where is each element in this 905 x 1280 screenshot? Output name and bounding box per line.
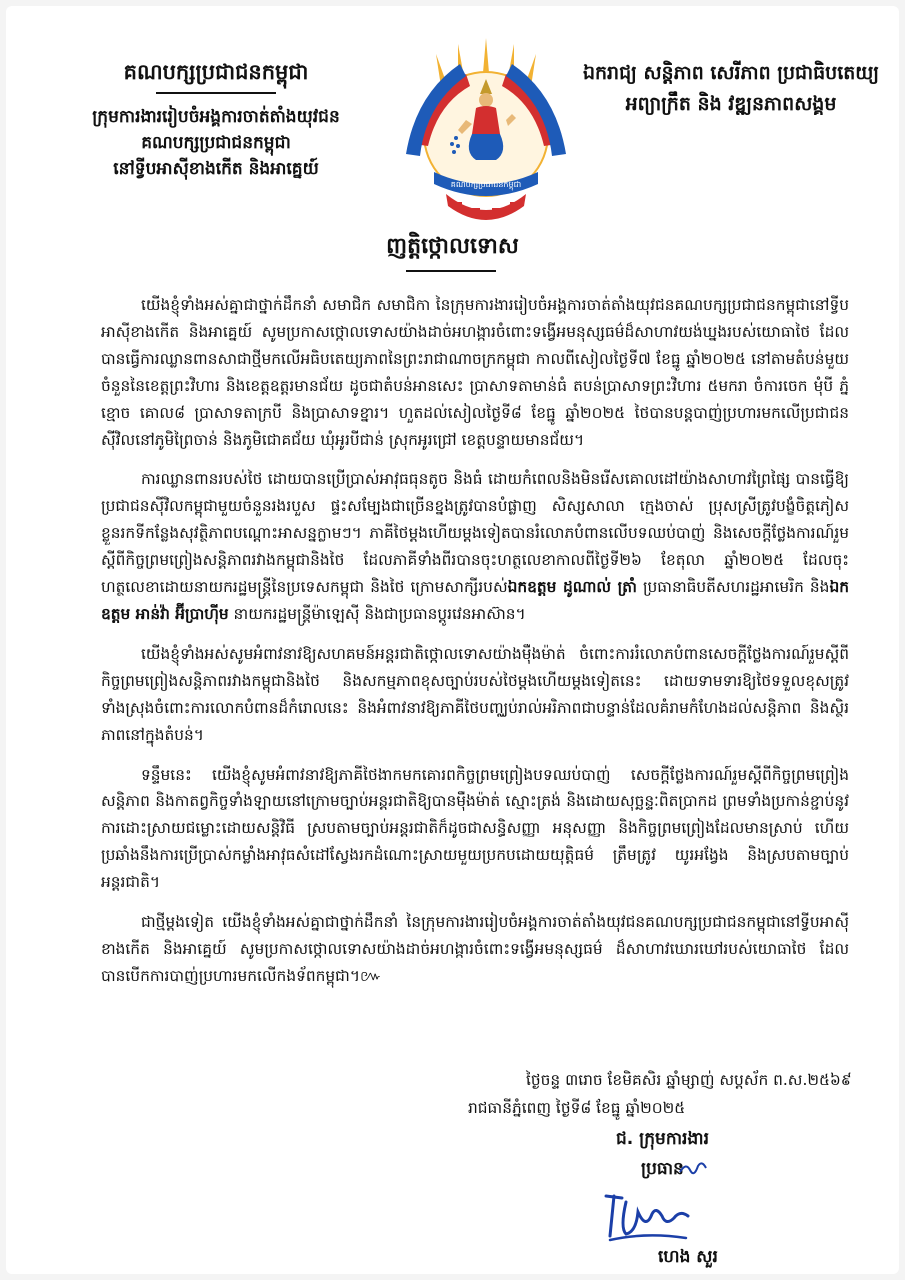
signature-title: ប្រធាន [641, 1159, 684, 1179]
initial-mark-icon [678, 1158, 708, 1180]
national-motto-line-2: អព្យាក្រឹត និង វឌ្ឍនភាពសង្គម [625, 93, 837, 115]
paragraph-2-name-anwar: ឯកឧត្តម អាន់វ៉ា អ៊ីប្រាហ៊ីម [101, 578, 849, 623]
org-line-1: ក្រុមការងាររៀបចំអង្គការចាត់តាំងយុវជន [92, 107, 340, 127]
org-line-2: គណបក្សប្រជាជនកម្ពុជា [141, 133, 291, 153]
document-body [101, 292, 849, 1003]
paragraph-2-name-trump: ឯកឧត្តម ដូណាល់ ត្រាំ [507, 578, 637, 597]
paragraph-2-text-b: ប្រធានាធិបតីសហរដ្ឋអាមេរិក និង [636, 578, 830, 597]
cpp-party-logo [396, 34, 576, 224]
party-name: គណបក្សប្រជាជនកម្ពុជា [123, 60, 309, 84]
paragraph-1: យើងខ្ញុំទាំងអស់គ្នាជាថ្នាក់ដឹកនាំ សមាជិក សមាជិកា នៃក្រុមការងាររៀបចំអង្គការចាត់តាំងយុវជនគណបក្សប្រជាជនកម្ពុជានៅទ្វីបអាស៊ីខាងកើត និងអាគ្នេយ៍ សូមប្រកាសថ្កោលទោសយ៉ាងដាច់អហង្ការចំពោះទង្វើអមនុស្សធម៌ដ៏សាហាវយង់ឃ្នងរបស់យោធាថៃ ដែលបានធ្វើការឈ្លានពានសាជាថ្មីមកលើអធិបតេយ្យភាពនៃព្រះរាជាណាចក្រកម្ពុជា កាលពីសៀលថ្ងៃទី៧ ខែធ្នូ ឆ្នាំ២០២៥ នៅតាមតំបន់មួយចំនួននៃខេត្តព្រះវិហារ និងខេត្តឧត្តរមានជ័យ ដូចជាតំបន់អានសេះ ប្រាសាទតាមាន់ធំ តបន់ប្រាសាទព្រះវិហារ ៥មករា ចំការចេក មុំបី ភ្នំខ្មោច គោល៨ ប្រាសាទតាក្របី និងប្រាសាទខ្នារ។ ហួតដល់សៀលថ្ងៃទី៨ ខែធ្នូ ឆ្នាំ២០២៥ ថៃបានបន្តបាញ់ប្រហារមកលើប្រជាជនស៊ីវិលនៅភូមិព្រៃចាន់ និងភូមិជោគជ័យ ឃុំអូរបីជាន់ ស្រុកអូរជ្រៅ ខេត្តបន្ទាយមានជ័យ។ [101, 296, 849, 449]
paragraph-3: យើងខ្ញុំទាំងអស់សូមអំពាវនាវឱ្យសហគមន៍អន្តរជាតិថ្កោលទោសយ៉ាងម៉ឺងម៉ាត់ ចំពោះការរំលោភបំពានសេចក្តីថ្លែងការណ៍រួមស្តីពីកិច្ចព្រមព្រៀងសន្តិភាពរវាងកម្ពុជានិងថៃ និងសកម្មភាពខុសច្បាប់របស់ថៃម្តងហើយម្តងទៀតនេះ ដោយទាមទារឱ្យថៃទទួលខុសត្រូវទាំងស្រុងចំពោះការលោកបំពានដ៏កំរោលនេះ និងអំពាវនាវឱ្យភាគីថៃបញ្ឈប់រាល់អរិភាពជាបន្ទាន់ដែលគំរាមកំហែងដល់សន្តិភាព និងស្ថិរភាពនៅក្នុងតំបន់។ [101, 644, 849, 744]
title-divider [406, 270, 496, 272]
document-title: ញត្តិថ្កោលទោស [386, 234, 519, 259]
signer-name: ហេង សួរ [658, 1247, 718, 1267]
signature-on-behalf: ជ. ក្រុមការងារ [616, 1129, 709, 1149]
paragraph-2-text-a: ការឈ្លានពានរបស់ថៃ ដោយបានប្រើប្រាស់អាវុធធុនតូច និងធំ ដោយកំពេលនិងមិនរើសគោលដៅយ៉ាងសាហាវព្រៃផ្សៃ បានធ្វើឱ្យប្រជាជនស៊ីវិលកម្ពុជាមួយចំនួនរងរបួស ផ្ទះសម្បែងជាច្រើនខ្នងត្រូវបានបំផ្លាញ សិស្សសាលា ក្មេងចាស់ ប្រុសស្រីត្រូវបង្ខំចិត្តភៀសខ្លួនរកទីកន្លែងសុវត្ថិភាពបណ្តោះអាសន្នក្លាមៗ។ ភាគីថៃម្តងហើយម្តងទៀតបានរំលោភបំពានលើបទឈប់បាញ់ និងសេចក្តីថ្លែងការណ៍រួមស្តីពីកិច្ចព្រមព្រៀងសន្តិភាពរវាងកម្ពុជានិងថៃ ដែលភាគីទាំងពីរបានចុះហត្ថលេខាកាលពីថ្ងៃទី២៦ ខែតុលា ឆ្នាំ២០២៥ ដែលចុះហត្ថលេខាដោយនាយករដ្ឋមន្រ្តីនៃប្រទេសកម្ពុជា និងថៃ ក្រោមសាក្សីរបស់ [101, 470, 849, 597]
paragraph-4: ទន្ទឹមនេះ យើងខ្ញុំសូមអំពាវនាវឱ្យភាគីថៃងាកមកគោរពកិច្ចព្រមព្រៀងបទឈប់បាញ់ សេចក្តីថ្លែងការណ៍រួមស្តីពីកិច្ចព្រមព្រៀងសន្តិភាព និងកាតព្វកិច្ចទាំងឡាយនៅក្រោមច្បាប់អន្តរជាតិឱ្យបានម៉ឺងម៉ាត់ ស្មោះត្រង់ និងដោយសុច្ឆន្ទៈពិតប្រាកដ ព្រមទាំងប្រកាន់ខ្ជាប់នូវការដោះស្រាយជម្លោះដោយសន្តិវិធី ស្របតាមច្បាប់អន្តរជាតិក៏ដូចជាសន្ធិសញ្ញា អនុសញ្ញា និងកិច្ចព្រមព្រៀងដែលមានស្រាប់ ហើយប្រឆាំងនឹងការប្រើប្រាស់កម្លាំងអាវុធសំដៅស្វែងរកដំណោះស្រាយមួយប្រកបដោយយុត្តិធម៌ ត្រឹមត្រូវ យូរអង្វែង និងស្របតាមច្បាប់អន្តរជាតិ។ [101, 765, 849, 892]
handwritten-signature [596, 1188, 696, 1248]
national-motto-line-1: ឯករាជ្យ សន្តិភាព សេរីភាព ប្រជាធិបតេយ្យ [582, 62, 880, 84]
paragraph-2-text-c: នាយករដ្ឋមន្រ្តីម៉ាឡេស៊ី និងជាប្រធានប្តូរវេនអាស៊ាន។ [228, 604, 526, 623]
logo-gear [446, 194, 526, 220]
header-right [566, 58, 896, 120]
header-divider [156, 92, 276, 94]
org-line-3: នៅទ្វីបអាស៊ីខាងកើត និងអាគ្នេយ៍ [113, 159, 319, 179]
paragraph-2 [101, 466, 849, 627]
header-left [46, 58, 386, 182]
solar-date: រាជធានីភ្នំពេញ ថ្ងៃទី៨ ខែធ្នូ ឆ្នាំ២០២៥ [468, 1099, 686, 1117]
paragraph-5: ជាថ្មីម្តងទៀត យើងខ្ញុំទាំងអស់គ្នាជាថ្នាក់ដឹកនាំ នៃក្រុមការងាររៀបចំអង្គការចាត់តាំងយុវជនគណបក្សប្រជាជនកម្ពុជានៅទ្វីបអាស៊ីខាងកើត និងអាគ្នេយ៍ សូមប្រកាសថ្កោលទោសយ៉ាងដាច់អហង្ការចំពោះទង្វើអមនុស្សធម៌ ដ៏សាហាវឃោរឃៅរបស់យោធាថៃ ដែលបានបើកការបាញ់ប្រហារមកលើកងទ័ពកម្ពុជា។៚ [101, 913, 849, 985]
lunar-date: ថ្ងៃចន្ទ ៣រោច ខែមិគសិរ ឆ្នាំម្សាញ់ សប្តស័ក ព.ស.២៥៦៩ [526, 1071, 852, 1089]
document-page [6, 6, 899, 1274]
logo-caption: គណបក្សប្រជាជនកម្ពុជា [450, 180, 522, 189]
